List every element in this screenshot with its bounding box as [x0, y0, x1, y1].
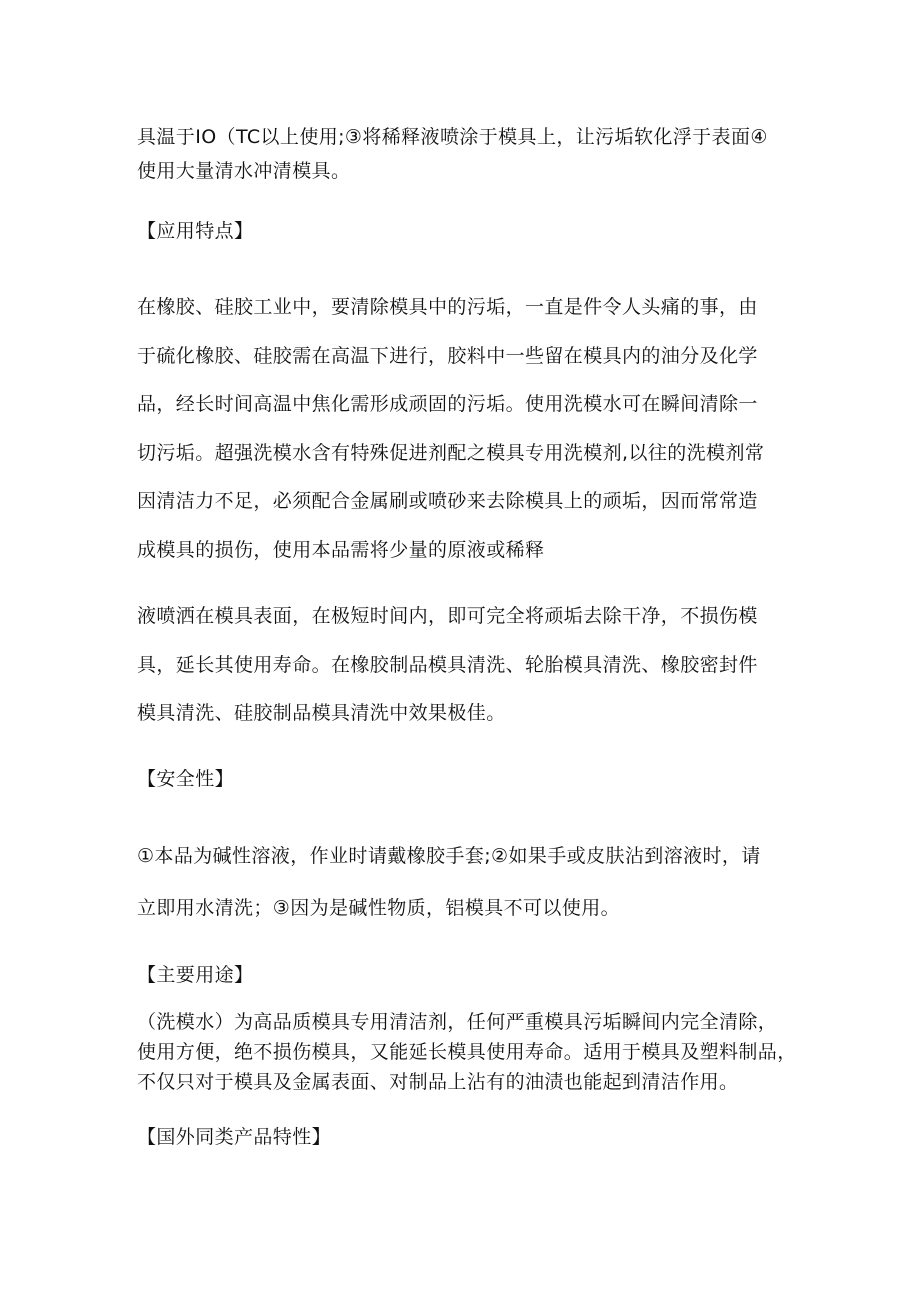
- usage-paragraph: [137, 1007, 797, 1097]
- text-line: （洗模水）为高品质模具专用清洁剂，任何严重模具污垢瞬间内完全清除，: [137, 1011, 778, 1033]
- text-line: ①本品为碱性溶液，作业时请戴橡胶手套;②如果手或皮肤沾到溶液时，请: [137, 845, 761, 867]
- section-heading-foreign-products: 【国外同类产品特性】: [137, 1126, 332, 1148]
- text-line: 品，经长时间高温中焦化需形成顽固的污垢。使用洗模水可在瞬间清除一: [137, 393, 758, 415]
- text-line: 在橡胶、硅胶工业中，要清除模具中的污垢，一直是件令人头痛的事，由: [137, 296, 758, 318]
- text-line: 于硫化橡胶、硅胶需在高温下进行，胶料中一些留在模具内的油分及化学: [137, 344, 758, 367]
- intro-paragraph: [137, 120, 797, 188]
- text-line: 使用方便，绝不损伤模具，又能延长模具使用寿命。适用于模具及塑料制品，: [137, 1041, 797, 1063]
- text-line: 切污垢。超强洗模水含有特殊促进剂配之模具专用洗模剂,以往的洗模剂常: [137, 441, 765, 464]
- text-line: 立即用水清洗；③因为是碱性物质，铝模具不可以使用。: [137, 897, 621, 919]
- text-line: 模具清洗、硅胶制品模具清洗中效果极佳。: [137, 702, 506, 724]
- text-line: 具温于IO（TC以上使用;③将稀释液喷涂于模具上，让污垢软化浮于表面④: [137, 126, 768, 148]
- text-line: 具，延长其使用寿命。在橡胶制品模具清洗、轮胎模具清洗、橡胶密封件: [137, 653, 758, 676]
- text-line: 液喷洒在模具表面，在极短时间内，即可完全将顽垢去除干净，不损伤模: [137, 605, 758, 627]
- features-paragraph-1: [137, 283, 797, 574]
- text-line: 成模具的损伤，使用本品需将少量的原液或稀释: [137, 538, 545, 561]
- text-line: 不仅只对于模具及金属表面、对制品上沾有的油渍也能起到清洁作用。: [137, 1071, 739, 1093]
- features-paragraph-2: [137, 592, 797, 738]
- section-heading-usage: 【主要用途】: [137, 964, 254, 986]
- text-line: 使用大量清水冲清模具。: [137, 160, 351, 182]
- text-line: 因清洁力不足，必须配合金属刷或喷砂来去除模具上的顽垢，因而常常造: [137, 490, 758, 512]
- safety-paragraph: [137, 830, 797, 934]
- section-heading-safety: 【安全性】: [137, 768, 235, 790]
- section-heading-features: 【应用特点】: [137, 220, 254, 242]
